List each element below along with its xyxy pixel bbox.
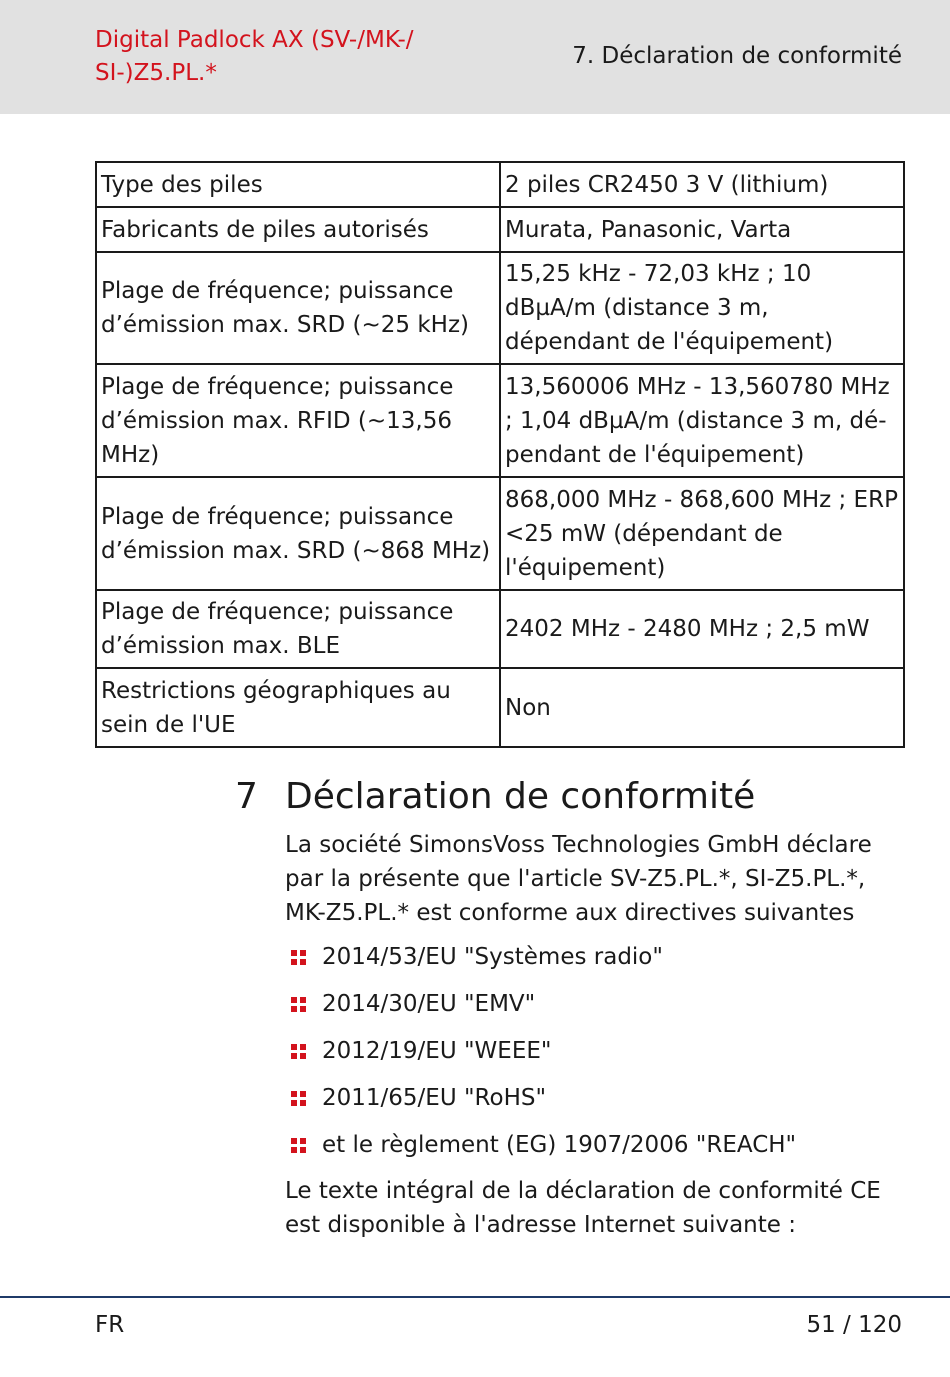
red-square-grid-bullet-icon <box>291 1091 306 1106</box>
table-cell-value: 868,000 MHz - 868,600 MHz ; ERP <25 mW (dépendant de l'équipement) <box>500 477 904 590</box>
table-cell-value: 2 piles CR2450 3 V (lithium) <box>500 162 904 207</box>
footer-divider <box>0 1296 950 1298</box>
header-section-reference: 7. Déclaration de conformité <box>572 43 902 69</box>
section-title: Déclaration de conformité <box>285 776 756 817</box>
table-cell-label: Plage de fréquence; puissance d’émission max. RFID (~13,56 MHz) <box>96 364 500 477</box>
specifications-table <box>95 161 905 748</box>
red-square-grid-bullet-icon <box>291 997 306 1012</box>
table-cell-label: Plage de fréquence; puissance d’émission max. SRD (~868 MHz) <box>96 477 500 590</box>
list-item <box>285 987 895 1034</box>
page-header <box>0 0 950 114</box>
table-cell-label: Fabricants de piles autorisés <box>96 207 500 252</box>
table-row <box>96 477 904 590</box>
list-item <box>285 1034 895 1081</box>
list-item <box>285 1081 895 1128</box>
directives-list <box>285 940 895 1175</box>
table-row <box>96 668 904 747</box>
table-cell-label: Plage de fréquence; puissance d’émission max. SRD (~25 kHz) <box>96 252 500 364</box>
table-row <box>96 364 904 477</box>
section-intro: La société SimonsVoss Technologies GmbH déclare par la présente que l'article SV-Z5.PL.*, SI-Z5.PL.*, MK-Z5.PL.* est conforme aux directives suivantes <box>285 832 872 926</box>
table-cell-value: Murata, Panasonic, Varta <box>500 207 904 252</box>
directive-text: 2014/30/EU "EMV" <box>322 991 536 1017</box>
directive-text: 2012/19/EU "WEEE" <box>322 1038 552 1064</box>
list-item <box>285 940 895 987</box>
table-row <box>96 162 904 207</box>
section-number: 7 <box>235 776 258 817</box>
table-cell-value: Non <box>500 668 904 747</box>
table-cell-value: 13,560006 MHz - 13,560780 MHz ; 1,04 dBµA/m (distance 3 m, dépendant de l'équipement) <box>500 364 904 477</box>
directive-text: et le règlement (EG) 1907/2006 "REACH" <box>322 1132 797 1158</box>
table-row <box>96 252 904 364</box>
section-closing: Le texte intégral de la déclaration de conformité CE est disponible à l'adresse Internet suivante : <box>285 1178 881 1238</box>
document-title: Digital Padlock AX (SV-/MK-/ SI-)Z5.PL.* <box>95 27 414 86</box>
table-cell-value: 2402 MHz - 2480 MHz ; 2,5 mW <box>500 590 904 668</box>
table-row <box>96 590 904 668</box>
table-cell-value: 15,25 kHz - 72,03 kHz ; 10 dBµA/m (distance 3 m, dépendant de l'équipement) <box>500 252 904 364</box>
red-square-grid-bullet-icon <box>291 1138 306 1153</box>
list-item <box>285 1128 895 1175</box>
footer-language: FR <box>95 1312 125 1338</box>
table-row <box>96 207 904 252</box>
page-number: 51 / 120 <box>806 1312 902 1338</box>
directive-text: 2014/53/EU "Systèmes radio" <box>322 944 663 970</box>
table-cell-label: Restrictions géographiques au sein de l'UE <box>96 668 500 747</box>
red-square-grid-bullet-icon <box>291 1044 306 1059</box>
table-cell-label: Plage de fréquence; puissance d’émission max. BLE <box>96 590 500 668</box>
directive-text: 2011/65/EU "RoHS" <box>322 1085 547 1111</box>
red-square-grid-bullet-icon <box>291 950 306 965</box>
table-cell-label: Type des piles <box>96 162 500 207</box>
